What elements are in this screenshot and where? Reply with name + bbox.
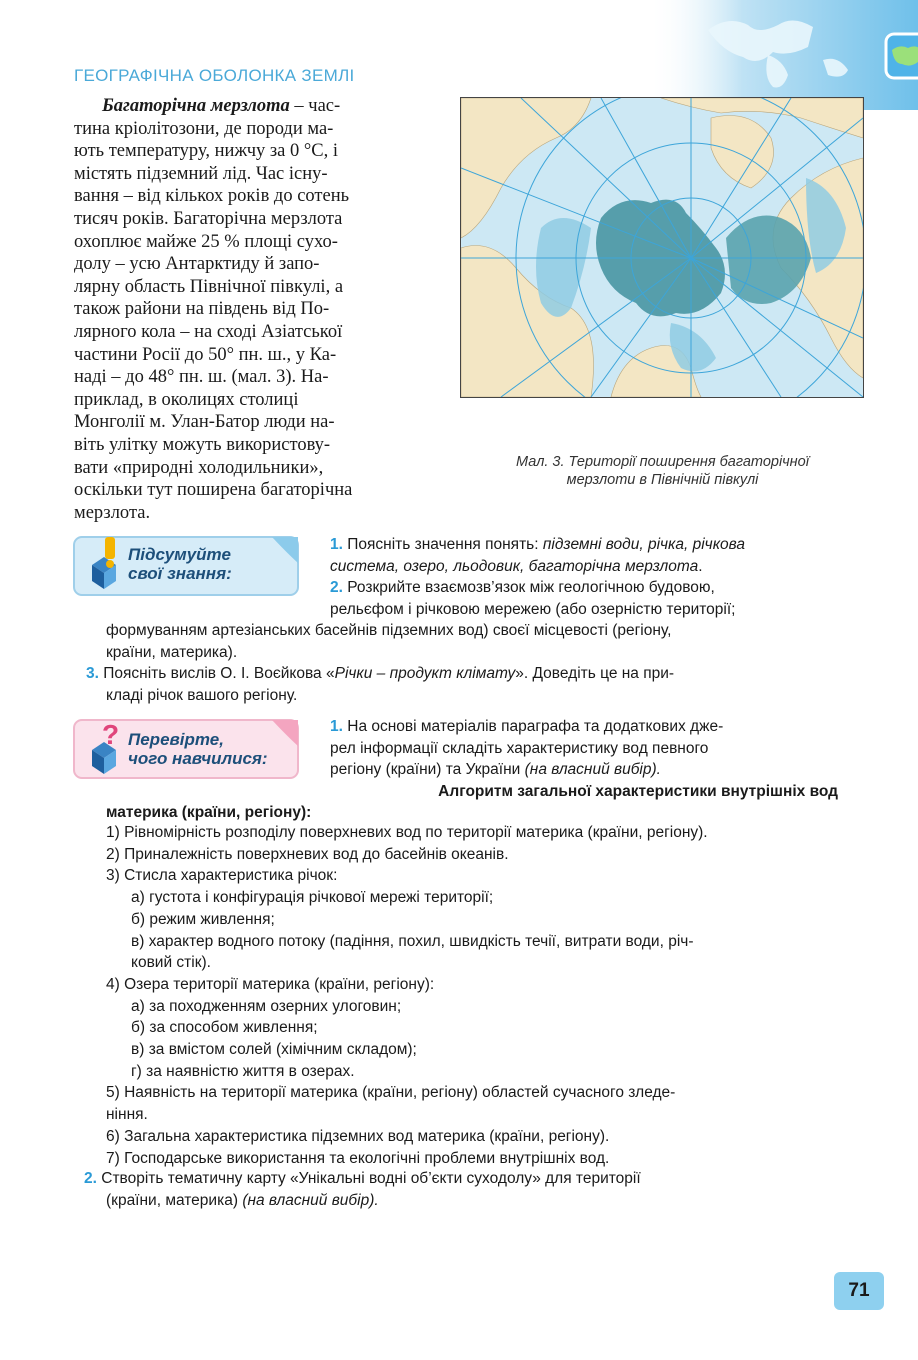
list-item: 3) Стисла характеристика річок: (106, 867, 338, 885)
intro-line: вання – від кількох років до сотень (74, 186, 350, 207)
summary-badge (72, 533, 297, 595)
svg-text:?: ? (102, 719, 120, 750)
question-terms: підземні води, річка, річкова (542, 536, 746, 553)
intro-line: містять підземний лід. Час існу- (74, 163, 328, 184)
list-item: 6) Загальна характеристика підземних вод материка (країни, регіону). (106, 1127, 610, 1145)
task-note: (на власний вибір). (242, 1191, 379, 1209)
list-item: 7) Господарське використання та екологічні проблеми внутрішніх вод. (106, 1149, 610, 1167)
check-badge-line: Перевірте, (128, 730, 224, 749)
summary-q3 (86, 663, 838, 706)
list-item: 1) Рівномірність розподілу поверхневих вод по території материка (країни, регіону). (106, 824, 708, 841)
intro-line: оскільки тут поширена багаторічна (74, 480, 353, 501)
intro-line: приклад, в околицях столиці (74, 389, 299, 410)
summary-q1: 1. Поясніть значення понять: підземні води, річка, річкова система, озеро, льодовик, багаторічна мерзлота. 2. Розкрийте взаємозв’язок між геологічною будовою, рельєфом і річковою мережею (або озерністю території; (330, 534, 838, 620)
list-item: 2) Приналежність поверхневих вод до басейнів океанів. (106, 845, 509, 863)
list-item: а) густота і конфігурація річкової мережі території; (131, 889, 494, 907)
intro-line: – час- (294, 96, 341, 116)
algorithm-list (106, 822, 846, 1169)
task-number: 2. (84, 1170, 97, 1187)
task-text: регіону (країни) та України (330, 761, 521, 778)
list-item: в) за вмістом солей (хімічним складом); (131, 1041, 417, 1059)
list-item: 4) Озера території материка (країни, регіону): (106, 975, 435, 993)
intro-line: лярну область Північної півкулі, а (74, 276, 344, 297)
intro-line: мерзлота. (74, 502, 151, 523)
list-item: б) режим живлення; (131, 910, 275, 928)
section-title: ГЕОГРАФІЧНА ОБОЛОНКА ЗЕМЛІ (74, 66, 355, 85)
task-note: (на власний вибір). (524, 761, 661, 778)
task-number: 1. (330, 718, 343, 735)
question-number: 2. (330, 579, 343, 596)
polar-map-graphic (461, 98, 863, 397)
algorithm-title: Алгоритм загальної характеристики внутрішніх вод (438, 782, 838, 800)
question-text: ». Доведіть це на при- (515, 665, 675, 682)
intro-line: лярного кола – на сході Азіатської (74, 321, 343, 342)
list-item: 5) Наявність на території материка (країни, регіону) областей сучасного зледе- (106, 1084, 676, 1102)
question-text: Поясніть значення понять: (347, 536, 539, 553)
check-badge-label (128, 730, 268, 768)
question-text: країни, материка). (106, 643, 238, 661)
summary-badge-line: свої знання: (128, 564, 232, 583)
task-text: На основі матеріалів параграфа та додаткових дже- (347, 718, 724, 735)
intro-line: тисяч років. Багаторічна мерзлота (74, 208, 343, 229)
question-number: 1. (330, 536, 343, 553)
corner-world-map (648, 0, 918, 110)
algorithm-title-cont: материка (країни, регіону): (106, 804, 312, 821)
check-badge-line: чого навчилися: (128, 749, 268, 768)
question-text: Розкрийте взаємозв’язок між геологічною будовою, (347, 579, 715, 596)
page-number: 71 (834, 1272, 884, 1310)
intro-line: частини Росії до 50° пн. ш., у Ка- (74, 344, 337, 365)
list-item: б) за способом живлення; (131, 1019, 318, 1037)
intro-line: вати «природні холодильники», (74, 457, 324, 478)
task-text: рел інформації складіть характеристику вод певного (330, 739, 709, 757)
list-item: а) за походженням озерних улоговин; (131, 997, 402, 1015)
caption-line: Мал. 3. Території поширення багаторічної (516, 454, 809, 470)
list-item: ковий стік). (131, 954, 211, 972)
question-text: Поясніть вислів О. І. Воєйкова « (103, 665, 335, 682)
task-text: Створіть тематичну карту «Унікальні водні об’єкти суходолу» для території (101, 1170, 641, 1187)
summary-badge-label (128, 545, 232, 583)
task-text: (країни, материка) (106, 1191, 238, 1209)
intro-line: долу – усю Антарктиду й запо- (74, 254, 320, 275)
intro-line: Монголії м. Улан-Батор люди на- (74, 412, 335, 433)
intro-line: наді – до 48° пн. ш. (мал. 3). На- (74, 367, 329, 388)
caption-line: мерзлоти в Північній півкулі (566, 472, 759, 488)
intro-paragraph (74, 95, 440, 524)
question-text: рельєфом і річковою мережею (або озерністю території; (330, 600, 736, 618)
list-item: в) характер водного потоку (падіння, похил, швидкість течії, витрати води, річ- (131, 932, 694, 950)
permafrost-polar-map (460, 97, 864, 398)
question-text: кладі річок вашого регіону. (106, 686, 298, 704)
intro-line: також райони на південь від По- (74, 299, 330, 320)
question-number: 3. (86, 665, 99, 682)
check-task1 (330, 716, 838, 802)
summary-badge-line: Підсумуйте (128, 545, 231, 564)
figure-caption (470, 453, 855, 489)
check-task2 (84, 1168, 838, 1211)
question-text: формуванням артезіанських басейнів підземних вод) своєї місцевості (регіону, (106, 622, 672, 639)
list-item: ніння. (106, 1106, 148, 1124)
intro-line: ють температуру, нижчу за 0 °С, і (74, 141, 339, 162)
intro-line: охоплює майже 25 % площі сухо- (74, 231, 338, 252)
intro-term: Багаторічна мерзлота (102, 96, 290, 116)
intro-line: віть улітку можуть використову- (74, 434, 331, 455)
summary-q2-cont (106, 620, 838, 663)
check-badge (72, 716, 297, 778)
question-terms: система, озеро, льодовик, багаторічна мерзлота (330, 557, 699, 575)
intro-line: тина кріолітозони, де породи ма- (74, 118, 334, 139)
question-quote: Річки – продукт клімату (334, 665, 516, 682)
list-item: г) за наявністю життя в озерах. (131, 1062, 355, 1080)
